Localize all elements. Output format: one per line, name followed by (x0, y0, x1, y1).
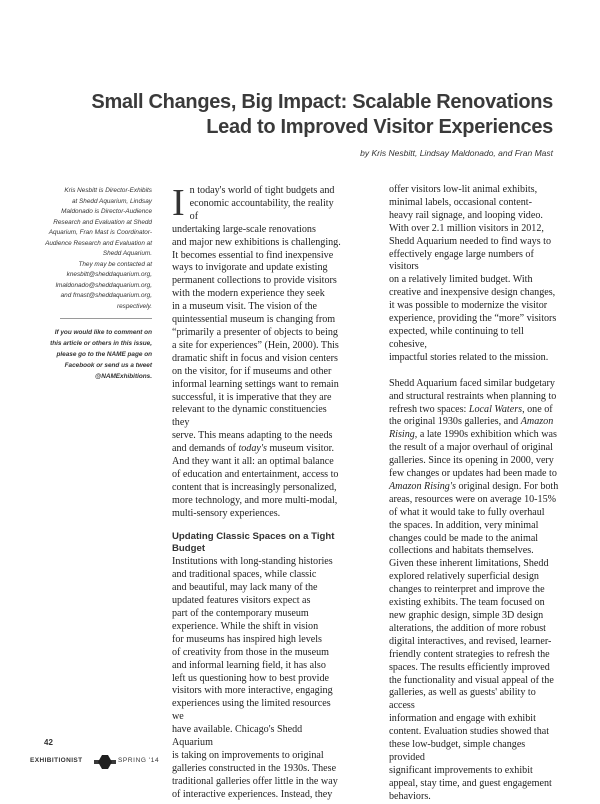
text-run: refresh two spaces: (389, 403, 469, 415)
bio-line: Shedd Aquarium. (102, 250, 152, 257)
text-line: With over 2.1 million visitors in 2012, (389, 222, 544, 234)
text-line: Shedd Aquarium faced similar budgetary (389, 377, 555, 389)
title-line: Small Changes, Big Impact: Scalable Renovations (91, 91, 553, 113)
text-line: digital interactives, and revised, learner- (389, 635, 552, 647)
text-line: and traditional spaces, while classic (172, 569, 317, 581)
text-line: changes could be made to the animal (389, 532, 539, 544)
text-line: the functionality and visual appeal of the (389, 674, 554, 686)
text-line: the result of a major overhaul of original (389, 442, 553, 454)
text-line: of education and entertainment, access to (172, 468, 339, 480)
text-line: economic accountability, the reality of (189, 197, 334, 222)
text-line: Given these inherent limitations, Shedd (389, 558, 549, 570)
text-run: museum visitor. (266, 443, 334, 455)
page-number: 42 (44, 738, 53, 747)
sidebar-divider (60, 318, 152, 319)
text-italic: Amazon Rising's (389, 480, 456, 492)
title-line: Lead to Improved Visitor Experiences (206, 116, 553, 138)
text-line (172, 443, 342, 456)
author-name: Fran Mast (514, 148, 553, 158)
bio-line: knesbitt@sheddaquarium.org, (66, 271, 152, 278)
text-line: with the modern experience they seek (172, 288, 325, 300)
text-line: and beautiful, may lack many of the (172, 582, 318, 594)
text-line: a site for experiences” (Hein, 2000). This (172, 339, 339, 351)
text-line (389, 481, 559, 494)
text-line (389, 429, 559, 442)
bio-line: lmaldonado@sheddaquarium.org, (55, 281, 152, 289)
author-name: Lindsay Maldonado, (419, 148, 496, 158)
text-line: areas, resources were on average 10-15% (389, 493, 557, 505)
body-column-left (172, 182, 342, 802)
text-line: changes to reinterpret and improve the (389, 584, 545, 596)
note-line: this article or others in this issue, (50, 340, 152, 347)
bio-line: Research and Evaluation at Shedd (53, 218, 152, 226)
text-line: updated features visitors expect as (172, 595, 311, 607)
text-line: existing exhibits. The team focused on (389, 597, 545, 609)
bio-line: at Shedd Aquarium, Lindsay (71, 197, 152, 205)
text-line: explored relatively superficial design (389, 571, 539, 583)
text-line: for museums has inspired high levels (172, 633, 322, 645)
text-line: appeal, stay time, and guest engagement (389, 777, 552, 789)
note-line: Facebook or send us a tweet (64, 362, 152, 369)
text-line: informal learning settings want to remain (172, 378, 339, 390)
text-line: experience, providing the “more” visitors (389, 313, 557, 325)
text-line: on the visitor, for if museums and other (172, 365, 332, 377)
text-line: of creativity from those in the museum (172, 646, 329, 658)
issue-label: SPRING '14 (118, 757, 160, 764)
text-line: offer visitors low-lit animal exhibits, (389, 184, 538, 195)
note-line: If you would like to comment on (54, 329, 152, 336)
text-line: behaviors. (389, 790, 431, 802)
text-line: visitors with more interactive, engaging (172, 685, 333, 697)
text-line: undertaking large-scale renovations (172, 223, 316, 235)
text-run: original design. For both (455, 480, 559, 492)
text-line: heavy rail signage, and looping video. (389, 209, 543, 221)
text-line: of what it would take to fully overhaul (389, 506, 545, 518)
text-line: in a museum visit. The vision of the (172, 301, 318, 313)
text-line: n today's world of tight budgets and (189, 185, 335, 196)
text-line: experience. While the shift in vision (172, 620, 319, 632)
bio-line: Maldonado is Director-Audience (61, 208, 152, 215)
text-line: Shedd Aquarium needed to find ways to (389, 235, 552, 247)
text-run: , a late 1990s exhibition which was (414, 429, 557, 441)
byline (150, 148, 553, 158)
body-column-right (389, 184, 559, 804)
text-line: and structural restraints when planning to (389, 390, 557, 402)
text-line: significant improvements to exhibit (389, 764, 533, 776)
text-line: the spaces. In addition, very minimal (389, 519, 539, 531)
text-italic: today's (238, 443, 267, 455)
text-line: new graphic design, simple 3D design (389, 610, 544, 621)
paragraph-gap (389, 365, 559, 378)
text-run: and demands of (172, 443, 239, 455)
text-line: relevant to the dynamic constituencies they (172, 404, 327, 429)
text-line: spaces. The results efficiently improved (389, 661, 550, 673)
bio-line: and fmast@sheddaquarium.org, (60, 292, 152, 299)
text-line: on a relatively limited budget. With (389, 274, 533, 286)
text-line: it was possible to modernize the visitor (389, 300, 548, 312)
text-run: the original 1930s galleries, and (389, 416, 521, 428)
text-line: alterations, the addition of more robust (389, 622, 546, 634)
author-bio (40, 186, 152, 312)
drop-cap: I (172, 182, 185, 224)
text-line: these low-budget, simple changes provided (389, 739, 526, 763)
text-line (389, 404, 559, 417)
author-name: Kris Nesbitt, (371, 148, 418, 158)
bio-line: Aquarium, Fran Mast is Coordinator- (48, 229, 152, 236)
text-line: successful, it is imperative that they are (172, 391, 332, 403)
author-sidebar (40, 186, 152, 382)
text-line: galleries, as well as guests' ability to access (389, 687, 536, 712)
bio-line: Kris Nesbitt is Director-Exhibits (64, 187, 152, 194)
note-line: please go to the NAME page on (56, 351, 152, 358)
text-line: permanent collections to provide visitors (172, 275, 337, 287)
magazine-logo-icon (94, 754, 116, 770)
text-line: few changes or updates had been made to (389, 468, 557, 480)
bio-line: They may be contacted at (78, 260, 152, 268)
text-line: It becomes essential to find inexpensive (172, 249, 334, 261)
text-line: collections and habitats themselves. (389, 545, 534, 557)
text-line: traditional galleries offer little in the way (172, 775, 338, 787)
text-line: creative and inexpensive design changes, (389, 287, 556, 299)
note-line: @NAMExhibitions. (94, 373, 152, 380)
text-line: multi-sensory experiences. (172, 507, 281, 519)
comment-note (40, 327, 152, 382)
byline-prefix: by (360, 148, 372, 158)
section-subhead: Updating Classic Spaces on a Tight Budget (172, 530, 335, 555)
text-line (389, 416, 559, 429)
text-run: , one of (522, 403, 553, 415)
article-title (60, 90, 553, 140)
text-line: quintessential museum is changing from (172, 314, 336, 326)
text-line: And they want it all: an optimal balance (172, 456, 334, 468)
text-line: galleries constructed in the 1930s. These (172, 762, 337, 774)
page-footer (30, 754, 190, 774)
text-line: impactful stories related to the mission. (389, 351, 549, 363)
text-line: experiences using the limited resources we (172, 698, 331, 723)
text-line: content. Evaluation studies showed that (389, 726, 550, 738)
text-line: serve. This means adapting to the needs (172, 430, 333, 442)
text-line: friendly content strategies to refresh the (389, 648, 550, 660)
text-line: effectively engage large numbers of visitors (389, 248, 534, 273)
bio-line: Audience Research and Evaluation at (45, 239, 152, 247)
text-line: part of the contemporary museum (172, 608, 309, 619)
text-line: Institutions with long-standing histories (172, 556, 333, 568)
text-italic: Local Waters (468, 403, 523, 415)
text-line: ways to invigorate and update existing (172, 262, 328, 274)
text-italic: Amazon (520, 416, 554, 428)
text-line: dramatic shift in focus and vision centers (172, 352, 338, 364)
text-line: content that is increasingly personalized, (172, 481, 337, 493)
text-line: and informal learning field, it has also (172, 659, 326, 671)
text-line: galleries. Since its opening in 2000, very (389, 455, 554, 467)
text-line: left us questioning how to best provide (172, 672, 329, 684)
bio-line: respectively. (116, 302, 152, 310)
magazine-name: EXHIBITIONIST (30, 757, 83, 764)
text-line: “primarily a presenter of objects to being (172, 326, 338, 338)
text-italic: Rising (389, 429, 415, 441)
text-line: of interactive experiences. Instead, they (172, 788, 333, 800)
byline-and: and (498, 148, 513, 158)
text-line: is taking on improvements to original (172, 749, 324, 761)
text-line: and major new exhibitions is challenging. (172, 236, 341, 248)
text-line: minimal labels, occasional content- (389, 196, 532, 208)
text-line: more technology, and more multi-modal, (172, 494, 338, 506)
text-line: information and engage with exhibit (389, 713, 536, 725)
text-line: have available. Chicago's Shedd Aquarium (172, 724, 303, 749)
text-line: expected, while continuing to tell cohesive, (389, 325, 524, 350)
